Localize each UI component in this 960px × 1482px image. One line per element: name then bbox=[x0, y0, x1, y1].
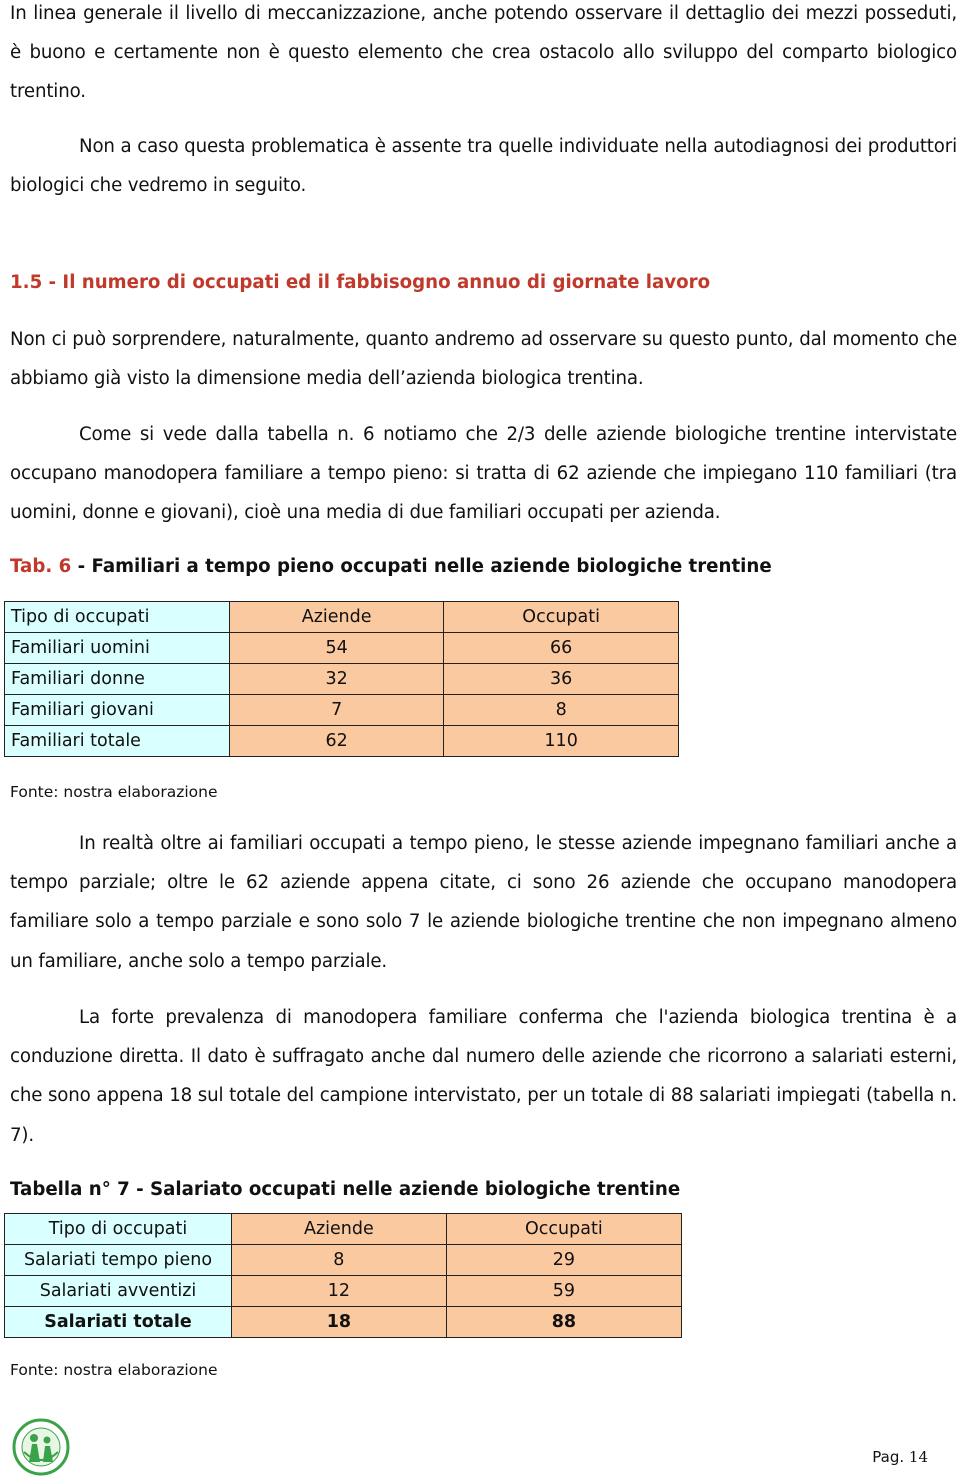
table-cell-label: Salariati avventizi bbox=[5, 1276, 232, 1307]
table-row bbox=[5, 633, 679, 664]
table-row bbox=[5, 1276, 682, 1307]
table-cell-aziende: 62 bbox=[230, 726, 444, 757]
table-cell-aziende: 32 bbox=[230, 664, 444, 695]
table-row-total bbox=[5, 1307, 682, 1338]
paragraph-autodiagnosi: Non a caso questa problematica è assente tra quelle individuate nella autodiagnosi dei produttori biologici che vedremo in seguito. bbox=[10, 136, 957, 197]
table-cell-label: Salariati totale bbox=[5, 1307, 232, 1338]
table-cell-label: Salariati tempo pieno bbox=[5, 1245, 232, 1276]
table-cell-aziende: 18 bbox=[232, 1307, 447, 1338]
table-cell-occupati: 36 bbox=[444, 664, 679, 695]
table-cell-label: Familiari totale bbox=[5, 726, 230, 757]
paragraph-intro-occupati: Non ci può sorprendere, naturalmente, quanto andremo ad osservare su questo punto, dal momento che abbiamo già visto la dimensione media dell’azienda biologica trentina. bbox=[10, 329, 957, 390]
table-familiari bbox=[4, 601, 679, 757]
table-row bbox=[5, 664, 679, 695]
table-row bbox=[5, 726, 679, 757]
paragraph-tempo-parziale: In realtà oltre ai familiari occupati a tempo pieno, le stesse aziende impegnano familiari anche a tempo parziale; oltre le 62 aziende appena citate, ci sono 26 aziende che occupano manodopera familiare solo a tempo parziale e sono solo 7 le aziende biologiche trentine che non impegnano almeno un familiare, anche solo a tempo parziale. bbox=[10, 833, 957, 972]
table-header-cell: Occupati bbox=[446, 1214, 681, 1245]
table-cell-occupati: 29 bbox=[446, 1245, 681, 1276]
table6-caption-text: - Familiari a tempo pieno occupati nelle aziende biologiche trentine bbox=[71, 556, 772, 577]
section-heading: 1.5 - Il numero di occupati ed il fabbisogno annuo di giornate lavoro bbox=[10, 272, 711, 293]
table-cell-occupati: 88 bbox=[446, 1307, 681, 1338]
table-header-cell: Tipo di occupati bbox=[5, 1214, 232, 1245]
table-cell-occupati: 66 bbox=[444, 633, 679, 664]
table-row bbox=[5, 695, 679, 726]
table-header-cell: Tipo di occupati bbox=[5, 602, 230, 633]
atabio-logo bbox=[12, 1418, 70, 1476]
table-header-row bbox=[5, 602, 679, 633]
table-row bbox=[5, 1245, 682, 1276]
table-cell-aziende: 54 bbox=[230, 633, 444, 664]
page-number: Pag. 14 bbox=[872, 1448, 928, 1466]
table-cell-aziende: 12 bbox=[232, 1276, 447, 1307]
table6-caption-number: Tab. 6 bbox=[10, 556, 72, 577]
paragraph-tabella-6: Come si vede dalla tabella n. 6 notiamo che 2/3 delle aziende biologiche trentine intervistate occupano manodopera familiare a tempo pieno: si tratta di 62 aziende che impiegano 110 familiari (tra uomini, donne e giovani), cioè una media di due familiari occupati per azienda. bbox=[10, 424, 957, 524]
table-cell-aziende: 8 bbox=[232, 1245, 447, 1276]
paragraph-meccanizzazione: In linea generale il livello di meccanizzazione, anche potendo osservare il dettaglio dei mezzi posseduti, è buono e certamente non è questo elemento che crea ostacolo allo sviluppo del comparto biologico trentino. bbox=[10, 3, 957, 103]
table-header-cell: Aziende bbox=[232, 1214, 447, 1245]
table6-source: Fonte: nostra elaborazione bbox=[10, 783, 218, 801]
table7-source: Fonte: nostra elaborazione bbox=[10, 1361, 218, 1379]
paragraph-conduzione-diretta: La forte prevalenza di manodopera familiare conferma che l'azienda biologica trentina è a conduzione diretta. Il dato è suffragato anche dal numero delle aziende che ricorrono a salariati esterni, che sono appena 18 sul totale del campione intervistato, per un totale di 88 salariati impiegati (tabella n. 7). bbox=[10, 1007, 957, 1146]
table-cell-label: Familiari uomini bbox=[5, 633, 230, 664]
table-cell-label: Familiari giovani bbox=[5, 695, 230, 726]
table-salariati bbox=[4, 1213, 682, 1338]
table-cell-occupati: 110 bbox=[444, 726, 679, 757]
table7-caption: Tabella n° 7 - Salariato occupati nelle aziende biologiche trentine bbox=[10, 1179, 681, 1200]
table-cell-label: Familiari donne bbox=[5, 664, 230, 695]
table-header-cell: Occupati bbox=[444, 602, 679, 633]
table-cell-aziende: 7 bbox=[230, 695, 444, 726]
table-cell-occupati: 59 bbox=[446, 1276, 681, 1307]
table6-caption bbox=[10, 555, 772, 579]
table-cell-occupati: 8 bbox=[444, 695, 679, 726]
table-header-cell: Aziende bbox=[230, 602, 444, 633]
table-header-row bbox=[5, 1214, 682, 1245]
